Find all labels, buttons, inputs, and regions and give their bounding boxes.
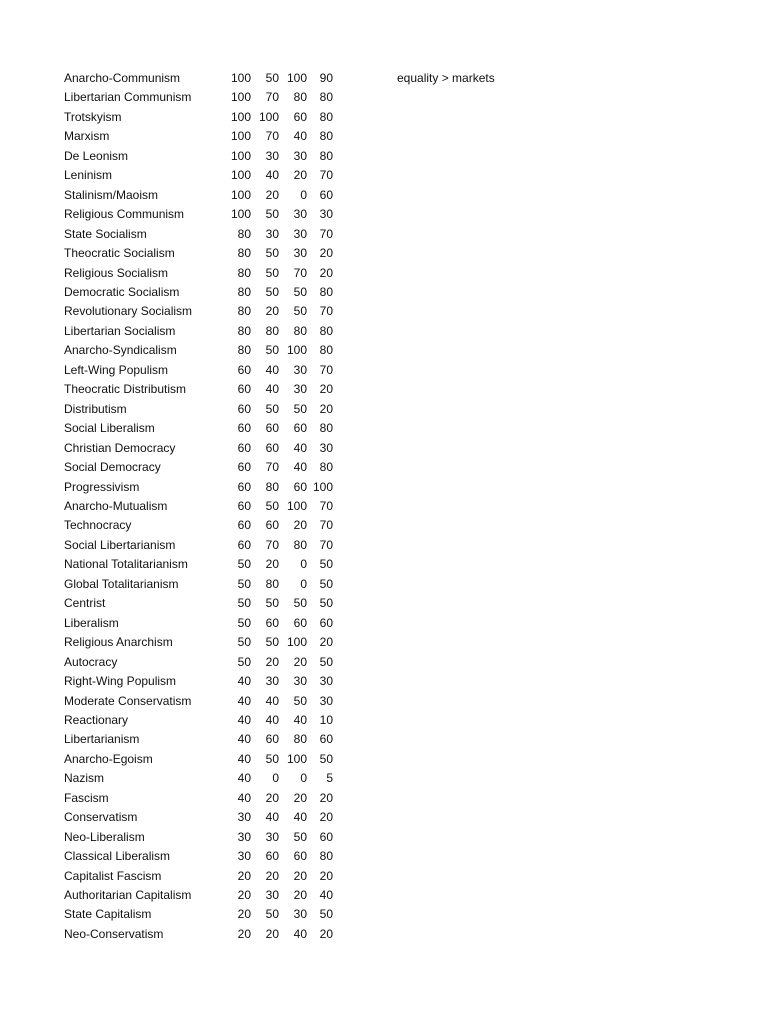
ideology-name: Capitalist Fascism: [64, 868, 162, 883]
ideology-table-body: [64, 69, 333, 944]
ideology-name: Liberalism: [64, 615, 119, 630]
ideology-name: Neo-Conservatism: [64, 926, 164, 941]
score-cell-1: 20: [237, 888, 251, 903]
ideology-name: Revolutionary Socialism: [64, 304, 193, 319]
table-row: [64, 108, 333, 127]
score-cell-2: 20: [265, 187, 279, 202]
score-cell-1: 100: [230, 207, 251, 222]
ideology-name: Social Liberalism: [64, 421, 155, 436]
score-cell-4: 80: [319, 284, 333, 299]
score-cell-4: 70: [319, 168, 333, 183]
score-cell-1: 100: [230, 187, 251, 202]
score-cell-1: 100: [230, 71, 251, 85]
score-cell-2: 50: [265, 401, 279, 416]
score-cell-3: 60: [293, 479, 307, 494]
score-cell-4: 60: [319, 187, 333, 202]
score-cell-3: 20: [293, 790, 307, 805]
score-cell-4: 80: [319, 460, 333, 475]
score-cell-3: 80: [293, 323, 307, 338]
ideology-name: Religious Socialism: [64, 265, 169, 280]
score-cell-4: 50: [319, 654, 333, 669]
table-row: [64, 458, 333, 477]
ideology-name: Anarcho-Mutualism: [64, 498, 168, 513]
table-row: [64, 127, 333, 146]
ideology-name: Progressivism: [64, 479, 140, 494]
score-cell-2: 60: [265, 732, 279, 747]
score-cell-4: 70: [319, 226, 333, 241]
score-cell-4: 80: [319, 849, 333, 864]
ideology-name: Moderate Conservatism: [64, 693, 192, 708]
ideology-name: Neo-Liberalism: [64, 829, 145, 844]
score-cell-4: 60: [319, 829, 333, 844]
table-row: [64, 905, 333, 924]
ideology-name: De Leonism: [64, 148, 129, 163]
score-cell-2: 40: [265, 810, 279, 825]
score-cell-4: 50: [319, 557, 333, 572]
table-row: [64, 516, 333, 535]
score-cell-1: 20: [237, 907, 251, 922]
score-cell-3: 30: [293, 362, 307, 377]
table-row: [64, 439, 333, 458]
score-cell-1: 80: [237, 284, 251, 299]
score-cell-2: 80: [265, 479, 279, 494]
score-cell-3: 30: [293, 226, 307, 241]
score-cell-2: 40: [265, 693, 279, 708]
score-cell-2: 80: [265, 576, 279, 591]
score-cell-1: 80: [237, 323, 251, 338]
ideology-name: Religious Anarchism: [64, 635, 173, 650]
score-cell-2: 50: [265, 246, 279, 261]
score-cell-1: 40: [237, 732, 251, 747]
score-cell-1: 50: [237, 615, 251, 630]
ideology-name: Libertarianism: [64, 732, 140, 747]
score-cell-3: 50: [293, 284, 307, 299]
score-cell-4: 20: [319, 790, 333, 805]
score-cell-2: 30: [265, 888, 279, 903]
score-cell-4: 70: [319, 518, 333, 533]
table-row: [64, 594, 333, 613]
score-cell-1: 80: [237, 226, 251, 241]
score-cell-1: 40: [237, 674, 251, 689]
score-cell-1: 60: [237, 498, 251, 513]
table-row: [64, 361, 333, 380]
score-cell-2: 40: [265, 712, 279, 727]
score-cell-3: 60: [293, 849, 307, 864]
score-cell-4: 70: [319, 537, 333, 552]
ideology-name: Libertarian Communism: [64, 90, 192, 105]
score-cell-1: 40: [237, 771, 251, 786]
table-row: [64, 88, 333, 107]
score-cell-4: 20: [319, 926, 333, 941]
ideology-name: State Socialism: [64, 226, 147, 241]
score-cell-1: 40: [237, 790, 251, 805]
score-cell-2: 80: [265, 323, 279, 338]
table-row: [64, 283, 333, 302]
score-cell-3: 80: [293, 90, 307, 105]
ideology-name: Libertarian Socialism: [64, 323, 176, 338]
score-cell-3: 50: [293, 693, 307, 708]
table-row: [64, 828, 333, 847]
ideology-name: Social Democracy: [64, 460, 161, 475]
score-cell-3: 40: [293, 712, 307, 727]
ideology-name: Right-Wing Populism: [64, 674, 177, 689]
score-cell-1: 40: [237, 751, 251, 766]
score-cell-1: 60: [237, 460, 251, 475]
table-row: [64, 166, 333, 185]
score-cell-2: 60: [265, 849, 279, 864]
score-cell-4: 20: [319, 401, 333, 416]
score-cell-3: 0: [300, 557, 307, 572]
table-row: [64, 653, 333, 672]
score-cell-4: 20: [319, 246, 333, 261]
ideology-name: Christian Democracy: [64, 440, 176, 455]
score-cell-4: 40: [319, 888, 333, 903]
score-cell-1: 60: [237, 421, 251, 436]
ideology-name: Distributism: [64, 401, 127, 416]
score-cell-1: 80: [237, 304, 251, 319]
score-cell-4: 60: [319, 615, 333, 630]
ideology-name: Conservatism: [64, 810, 138, 825]
score-cell-4: 90: [319, 71, 333, 85]
table-row: [64, 925, 333, 944]
score-cell-1: 80: [237, 265, 251, 280]
score-cell-3: 30: [293, 907, 307, 922]
note-text: equality > markets: [397, 71, 495, 85]
table-row: [64, 672, 333, 691]
score-cell-2: 60: [265, 518, 279, 533]
score-cell-2: 60: [265, 615, 279, 630]
table-row: [64, 69, 333, 88]
ideology-name: Leninism: [64, 168, 113, 183]
score-cell-3: 80: [293, 537, 307, 552]
ideology-name: Democratic Socialism: [64, 284, 180, 299]
score-cell-2: 50: [265, 907, 279, 922]
score-cell-2: 30: [265, 829, 279, 844]
table-row: [64, 555, 333, 574]
score-cell-4: 20: [319, 265, 333, 280]
score-cell-4: 20: [319, 810, 333, 825]
table-row: [64, 147, 333, 166]
score-cell-3: 40: [293, 129, 307, 144]
score-cell-2: 60: [265, 440, 279, 455]
ideology-name: Social Libertarianism: [64, 537, 176, 552]
ideology-name: Religious Communism: [64, 207, 185, 222]
ideology-name: Theocratic Socialism: [64, 246, 175, 261]
score-cell-3: 50: [293, 304, 307, 319]
score-cell-2: 50: [265, 284, 279, 299]
ideology-name: Classical Liberalism: [64, 849, 171, 864]
score-cell-4: 50: [319, 751, 333, 766]
score-cell-2: 50: [265, 343, 279, 358]
score-cell-2: 40: [265, 362, 279, 377]
score-cell-3: 60: [293, 109, 307, 124]
score-cell-1: 50: [237, 557, 251, 572]
score-cell-1: 60: [237, 401, 251, 416]
score-cell-1: 20: [237, 868, 251, 883]
score-cell-1: 20: [237, 926, 251, 941]
score-cell-3: 20: [293, 654, 307, 669]
table-row: [64, 730, 333, 749]
table-row: [64, 536, 333, 555]
score-cell-1: 50: [237, 635, 251, 650]
ideology-name: Stalinism/Maoism: [64, 187, 159, 202]
score-cell-2: 20: [265, 654, 279, 669]
score-cell-3: 30: [293, 382, 307, 397]
score-cell-3: 50: [293, 401, 307, 416]
score-cell-4: 80: [319, 90, 333, 105]
table-row: [64, 341, 333, 360]
score-cell-2: 20: [265, 557, 279, 572]
score-cell-3: 0: [300, 771, 307, 786]
score-cell-2: 70: [265, 537, 279, 552]
score-cell-4: 50: [319, 907, 333, 922]
score-cell-2: 30: [265, 226, 279, 241]
score-cell-1: 60: [237, 382, 251, 397]
ideology-name: Centrist: [64, 596, 106, 611]
score-cell-2: 30: [265, 674, 279, 689]
ideology-name: Autocracy: [64, 654, 118, 669]
score-cell-4: 30: [319, 440, 333, 455]
score-cell-4: 20: [319, 635, 333, 650]
score-cell-4: 20: [319, 382, 333, 397]
table-row: [64, 497, 333, 516]
table-row: [64, 380, 333, 399]
table-row: [64, 419, 333, 438]
score-cell-2: 50: [265, 596, 279, 611]
score-cell-2: 0: [272, 771, 279, 786]
score-cell-1: 60: [237, 479, 251, 494]
score-cell-1: 50: [237, 596, 251, 611]
score-cell-4: 30: [319, 693, 333, 708]
score-cell-2: 50: [265, 751, 279, 766]
score-cell-2: 20: [265, 790, 279, 805]
score-cell-3: 100: [286, 343, 307, 358]
score-cell-3: 0: [300, 576, 307, 591]
score-cell-4: 20: [319, 868, 333, 883]
score-cell-2: 30: [265, 148, 279, 163]
score-cell-1: 100: [230, 129, 251, 144]
table-row: [64, 808, 333, 827]
score-cell-3: 60: [293, 421, 307, 436]
ideology-name: State Capitalism: [64, 907, 152, 922]
score-cell-3: 80: [293, 732, 307, 747]
score-cell-1: 60: [237, 440, 251, 455]
table-row: [64, 575, 333, 594]
score-cell-2: 40: [265, 382, 279, 397]
score-cell-1: 100: [230, 90, 251, 105]
table-row: [64, 322, 333, 341]
score-cell-3: 20: [293, 868, 307, 883]
score-cell-1: 30: [237, 810, 251, 825]
table-row: [64, 750, 333, 769]
score-cell-4: 30: [319, 207, 333, 222]
score-cell-1: 40: [237, 693, 251, 708]
score-cell-1: 40: [237, 712, 251, 727]
score-cell-3: 40: [293, 810, 307, 825]
ideology-name: Left-Wing Populism: [64, 362, 169, 377]
score-cell-1: 50: [237, 654, 251, 669]
score-cell-3: 40: [293, 926, 307, 941]
score-cell-3: 50: [293, 596, 307, 611]
score-cell-4: 70: [319, 362, 333, 377]
table-row: [64, 769, 333, 788]
score-cell-2: 50: [265, 265, 279, 280]
score-cell-2: 40: [265, 168, 279, 183]
table-row: [64, 225, 333, 244]
ideology-name: Authoritarian Capitalism: [64, 888, 192, 903]
score-cell-4: 10: [319, 712, 333, 727]
table-row: [64, 302, 333, 321]
ideology-name: Reactionary: [64, 712, 129, 727]
table-row: [64, 867, 333, 886]
score-cell-4: 80: [319, 343, 333, 358]
score-cell-1: 30: [237, 849, 251, 864]
score-cell-4: 30: [319, 674, 333, 689]
ideology-name: Global Totalitarianism: [64, 576, 179, 591]
score-cell-4: 80: [319, 129, 333, 144]
score-cell-2: 100: [258, 109, 279, 124]
table-row: [64, 205, 333, 224]
score-cell-1: 80: [237, 246, 251, 261]
ideology-name: Technocracy: [64, 518, 132, 533]
score-cell-1: 30: [237, 829, 251, 844]
score-cell-2: 20: [265, 926, 279, 941]
score-cell-2: 50: [265, 207, 279, 222]
score-cell-3: 20: [293, 518, 307, 533]
table-row: [64, 633, 333, 652]
table-row: [64, 400, 333, 419]
ideology-name: Fascism: [64, 790, 109, 805]
ideology-table: [64, 69, 333, 944]
table-row: [64, 886, 333, 905]
score-cell-3: 50: [293, 829, 307, 844]
score-cell-1: 100: [230, 168, 251, 183]
score-cell-4: 80: [319, 109, 333, 124]
score-cell-2: 50: [265, 635, 279, 650]
score-cell-3: 30: [293, 246, 307, 261]
table-row: [64, 186, 333, 205]
table-row: [64, 264, 333, 283]
score-cell-2: 20: [265, 304, 279, 319]
score-cell-1: 60: [237, 537, 251, 552]
score-cell-4: 70: [319, 498, 333, 513]
table-row: [64, 614, 333, 633]
score-cell-3: 100: [286, 635, 307, 650]
score-cell-1: 60: [237, 362, 251, 377]
score-cell-1: 60: [237, 518, 251, 533]
ideology-name: Marxism: [64, 129, 110, 144]
score-cell-4: 80: [319, 323, 333, 338]
score-cell-3: 100: [286, 498, 307, 513]
score-cell-3: 40: [293, 460, 307, 475]
table-row: [64, 244, 333, 263]
score-cell-2: 70: [265, 129, 279, 144]
ideology-name: Anarcho-Egoism: [64, 751, 153, 766]
score-cell-3: 20: [293, 168, 307, 183]
score-cell-3: 30: [293, 148, 307, 163]
score-cell-3: 40: [293, 440, 307, 455]
score-cell-3: 70: [293, 265, 307, 280]
table-row: [64, 789, 333, 808]
score-cell-2: 20: [265, 868, 279, 883]
score-cell-3: 0: [300, 187, 307, 202]
score-cell-2: 70: [265, 90, 279, 105]
ideology-name: Anarcho-Communism: [64, 71, 181, 85]
table-row: [64, 711, 333, 730]
ideology-name: Nazism: [64, 771, 105, 786]
score-cell-1: 100: [230, 148, 251, 163]
score-cell-3: 20: [293, 888, 307, 903]
score-cell-1: 100: [230, 109, 251, 124]
score-cell-1: 80: [237, 343, 251, 358]
score-cell-4: 5: [326, 771, 333, 786]
score-cell-4: 80: [319, 148, 333, 163]
ideology-name: Anarcho-Syndicalism: [64, 343, 177, 358]
score-cell-4: 70: [319, 304, 333, 319]
score-cell-4: 80: [319, 421, 333, 436]
table-row: [64, 847, 333, 866]
score-cell-3: 30: [293, 674, 307, 689]
score-cell-2: 50: [265, 71, 279, 85]
ideology-name: National Totalitarianism: [64, 557, 188, 572]
score-cell-3: 30: [293, 207, 307, 222]
ideology-name: Theocratic Distributism: [64, 382, 187, 397]
ideology-name: Trotskyism: [64, 109, 122, 124]
score-cell-3: 60: [293, 615, 307, 630]
table-row: [64, 478, 333, 497]
score-cell-2: 50: [265, 498, 279, 513]
score-cell-3: 100: [286, 71, 307, 85]
score-cell-4: 100: [312, 479, 333, 494]
score-cell-2: 70: [265, 460, 279, 475]
score-cell-4: 50: [319, 576, 333, 591]
score-cell-2: 60: [265, 421, 279, 436]
score-cell-1: 50: [237, 576, 251, 591]
score-cell-3: 100: [286, 751, 307, 766]
score-cell-4: 50: [319, 596, 333, 611]
table-row: [64, 692, 333, 711]
score-cell-4: 60: [319, 732, 333, 747]
